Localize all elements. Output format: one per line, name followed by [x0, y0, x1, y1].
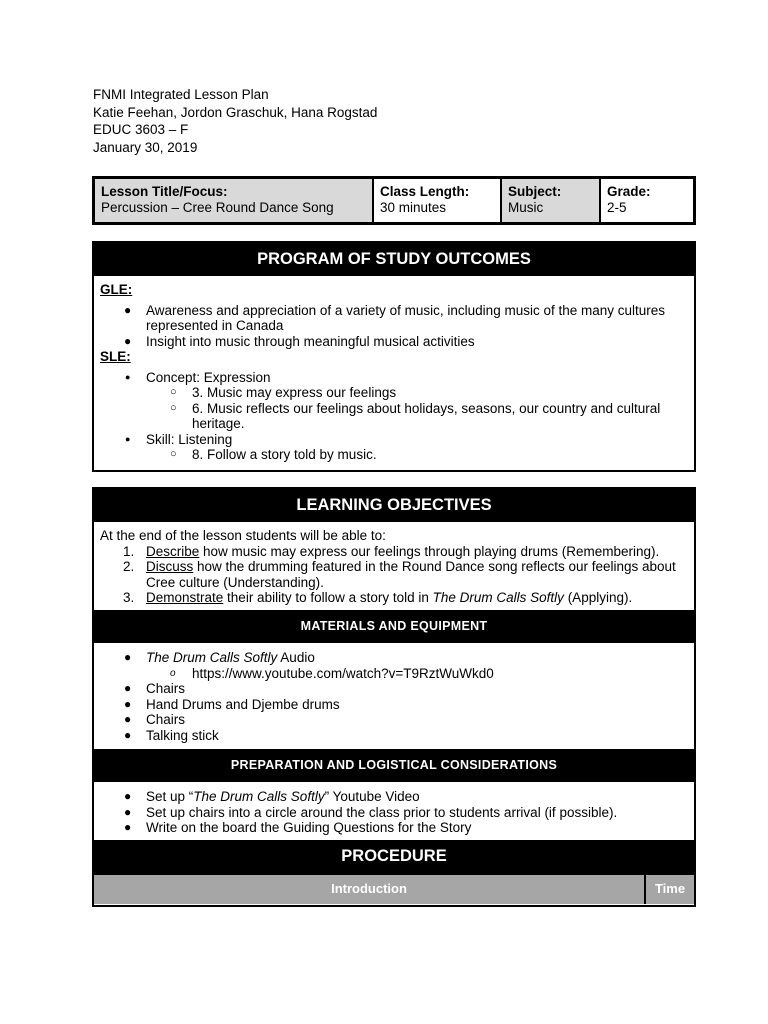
list-item: ● Insight into music through meaningful musical activities [124, 333, 475, 349]
gle-list [94, 303, 694, 350]
circle-bullet-icon: ○ [170, 386, 177, 398]
list-item: ● Hand Drums and Djembe drums [124, 696, 340, 712]
bullet-icon: ● [124, 727, 132, 742]
list-item: ● Awareness and appreciation of a variety of music, including music of the many cultures represented in Canada [124, 302, 666, 333]
bullet-icon: ● [124, 696, 132, 711]
list-item: ● Concept: Expression [125, 369, 271, 385]
plan-title: FNMI Integrated Lesson Plan [93, 87, 269, 102]
lesson-title-cell [95, 179, 374, 222]
grade-value: 2-5 [607, 200, 627, 215]
bullet-icon: ● [124, 650, 132, 664]
objectives-section [92, 487, 696, 907]
lesson-title-label: Lesson Title/Focus: [101, 184, 228, 199]
preparation-content [94, 782, 694, 840]
list-item: ● Skill: Listening [125, 431, 233, 447]
materials-heading: MATERIALS AND EQUIPMENT [94, 610, 694, 643]
outcomes-content [94, 276, 694, 463]
list-item: ● Chairs [124, 681, 186, 696]
objectives-intro: At the end of the lesson students will be able to: [100, 528, 386, 543]
materials-content [94, 643, 694, 749]
subject-cell [502, 179, 601, 222]
list-item: 1. Describe how music may express our feelings through playing drums (Remembering). [123, 543, 660, 559]
class-length-label: Class Length: [380, 184, 470, 199]
circle-bullet-icon: ○ [170, 448, 177, 460]
preparation-heading: PREPARATION AND LOGISTICAL CONSIDERATIONS [94, 749, 694, 782]
outcomes-section [92, 241, 696, 472]
sle-list [94, 370, 694, 463]
list-item [94, 666, 694, 682]
bullet-icon: ● [124, 789, 132, 803]
list-item: 2. Discuss how the drumming featured in the Round Dance song reflects our feelings about Cree culture (Understanding). [123, 559, 676, 590]
list-item: ○ 8. Follow a story told by music. [170, 447, 377, 462]
circle-bullet-icon: ○ [170, 401, 177, 414]
outcomes-heading: PROGRAM OF STUDY OUTCOMES [94, 243, 694, 276]
class-length-cell [374, 179, 502, 222]
list-item: 3. Demonstrate their ability to follow a story told in The Drum Calls Softly (Applying). [123, 590, 633, 605]
list-item: ○ 3. Music may express our feelings [170, 385, 397, 400]
list-item: ● The Drum Calls Softly Audio [124, 650, 315, 665]
bullet-icon: ● [124, 333, 132, 348]
list-item: ● Set up “The Drum Calls Softly” Youtube Video [124, 789, 420, 804]
time-column-header: Time [646, 875, 694, 904]
list-item: ● Talking stick [124, 727, 219, 743]
materials-list [94, 650, 694, 743]
bullet-icon: ● [125, 433, 131, 444]
objectives-content [94, 522, 694, 610]
bullet-icon: ● [124, 804, 132, 819]
grade-label: Grade: [607, 184, 651, 199]
objectives-heading: LEARNING OBJECTIVES [94, 489, 694, 522]
list-item: ● Write on the board the Guiding Questions for the Story [124, 820, 472, 835]
authors: Katie Feehan, Jordon Graschuk, Hana Rogstad [93, 104, 378, 120]
introduction-column-header: Introduction [94, 875, 646, 904]
procedure-heading: PROCEDURE [94, 840, 694, 873]
lesson-title-value: Percussion – Cree Round Dance Song [101, 200, 334, 215]
bullet-icon: ● [124, 712, 132, 726]
document-header [93, 86, 377, 156]
list-item: ● Set up chairs into a circle around the class prior to students arrival (if possible). [124, 804, 618, 820]
class-length-value: 30 minutes [380, 200, 447, 215]
subject-value: Music [508, 200, 544, 215]
course-code: EDUC 3603 – F [93, 122, 189, 137]
bullet-icon: ● [124, 681, 132, 695]
objectives-list [94, 544, 694, 606]
list-item: ● Chairs [124, 712, 186, 727]
lesson-info-table [92, 176, 696, 225]
subject-label: Subject: [508, 184, 562, 199]
bullet-icon: ● [125, 371, 131, 382]
circle-bullet-icon: o [170, 667, 176, 679]
list-item: ○ 6. Music reflects our feelings about holidays, seasons, our country and cultural heritage. [170, 400, 661, 431]
date: January 30, 2019 [93, 139, 198, 155]
bullet-icon: ● [124, 820, 132, 834]
procedure-table-header [94, 873, 694, 904]
sle-label: SLE: [100, 349, 131, 364]
audio-url: https://www.youtube.com/watch?v=T9RztWuWkd0 [192, 665, 494, 681]
preparation-list [94, 789, 694, 836]
grade-cell [601, 179, 693, 222]
gle-label: GLE: [100, 282, 133, 297]
bullet-icon: ● [124, 302, 132, 317]
